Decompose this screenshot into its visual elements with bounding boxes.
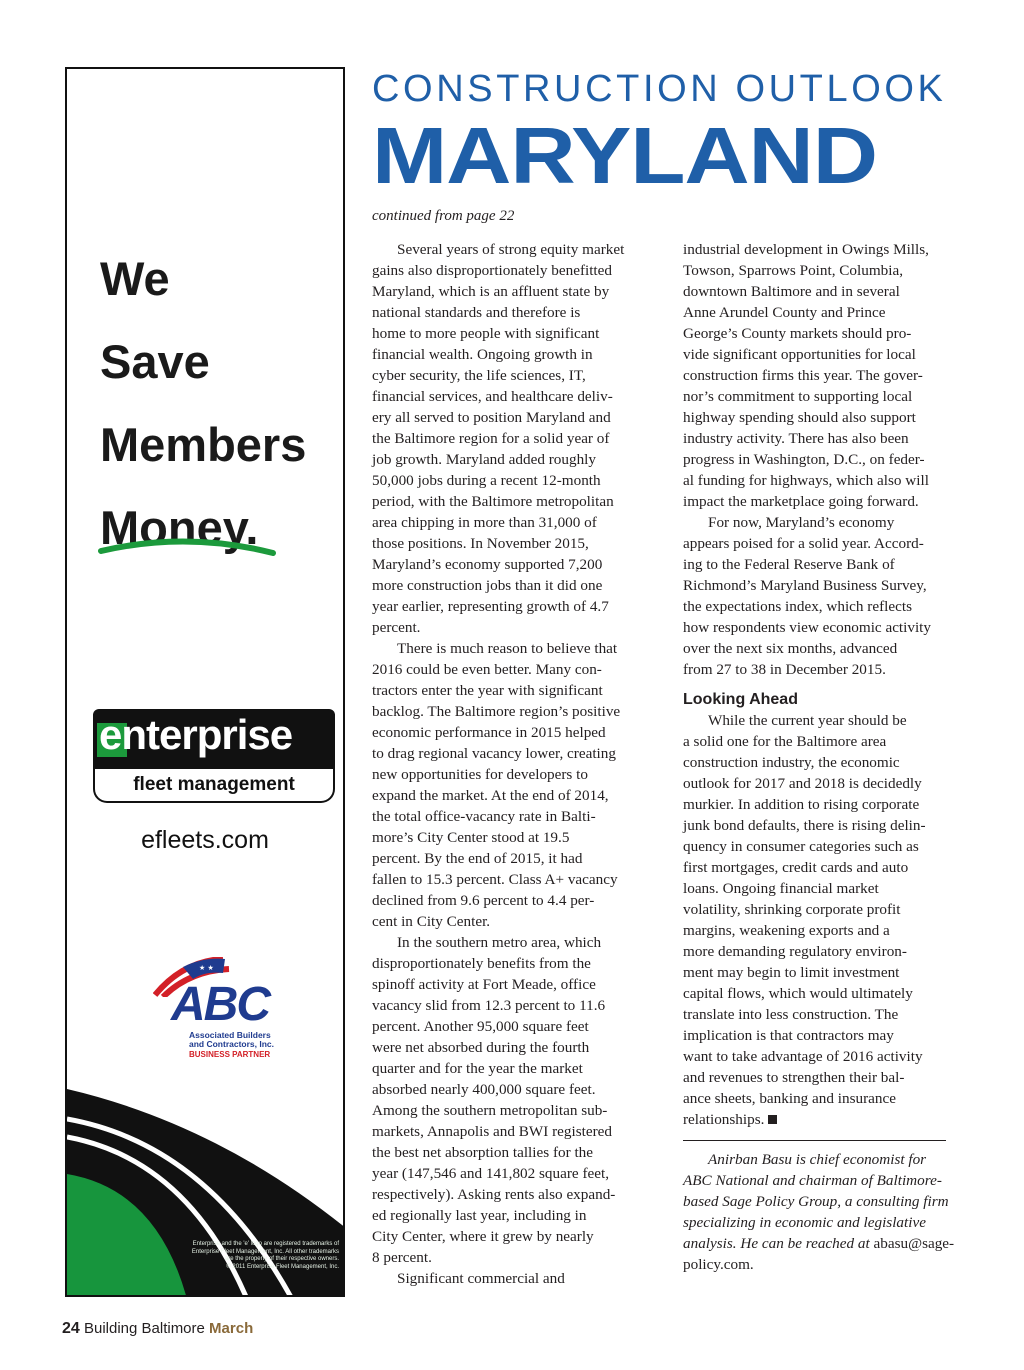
section-kicker: CONSTRUCTION OUTLOOK: [372, 68, 947, 110]
trademark-fine-print: [169, 1241, 339, 1271]
body-line: Towson, Sparrows Point, Columbia,: [683, 262, 904, 279]
body-line: ery all served to position Maryland and: [372, 409, 611, 426]
body-line: cyber security, the life sciences, IT,: [372, 367, 586, 384]
abc-letters: ABC: [171, 978, 269, 1031]
body-line: more construction jobs than it did one: [372, 577, 603, 594]
body-line: those positions. In November 2015,: [372, 535, 589, 552]
body-line: from 27 to 38 in December 2015.: [683, 661, 886, 678]
body-line: home to more people with significant: [372, 325, 600, 342]
body-line: more demanding regulatory environ-: [683, 943, 907, 960]
fleet-management-label: fleet management: [93, 769, 335, 803]
body-line: tractors enter the year with significant: [372, 682, 603, 699]
body-line: the Baltimore region for a solid year of: [372, 430, 610, 447]
body-line: declined from 9.6 percent to 4.4 per-: [372, 892, 595, 909]
ad-slogan: [100, 237, 306, 569]
body-line: job growth. Maryland added roughly: [372, 451, 596, 468]
body-line: Maryland’s economy supported 7,200: [372, 556, 603, 573]
body-line: respectively). Asking rents also expand-: [372, 1186, 616, 1203]
body-line: ment may begin to limit investment: [683, 964, 900, 981]
body-line: ing to the Federal Reserve Bank of: [683, 556, 895, 573]
continued-from-note: continued from page 22: [372, 208, 515, 224]
issue-month: March: [209, 1320, 254, 1337]
body-line: more’s City Center stood at 19.5: [372, 829, 570, 846]
body-line: were net absorbed during the fourth: [372, 1039, 590, 1056]
body-line: 8 percent.: [372, 1249, 432, 1266]
body-line: In the southern metro area, which: [397, 934, 602, 951]
body-line: over the next six months, advanced: [683, 640, 898, 657]
body-line: the total office-vacancy rate in Balti-: [372, 808, 596, 825]
body-line: nor’s commitment to supporting local: [683, 388, 913, 405]
body-line: year (147,546 and 141,802 square feet,: [372, 1165, 610, 1182]
body-line: Richmond’s Maryland Business Survey,: [683, 577, 927, 594]
body-line: While the current year should be: [708, 712, 907, 729]
body-line: impact the marketplace going forward.: [683, 493, 919, 510]
body-line: and revenues to strengthen their bal-: [683, 1069, 905, 1086]
body-line: period, with the Baltimore metropolitan: [372, 493, 614, 510]
page-folio: [62, 1320, 253, 1338]
body-line: national standards and therefore is: [372, 304, 581, 321]
fine-print-line: are the property of their respective owners.: [224, 1256, 339, 1262]
publication-name: Building Baltimore: [83, 1320, 205, 1337]
body-line: quency in consumer categories such as: [683, 838, 919, 855]
body-line: vacancy slid from 12.3 percent to 11.6: [372, 997, 606, 1014]
body-line: to drag regional vacancy lower, creating: [372, 745, 616, 762]
body-line: City Center, where it grew by nearly: [372, 1228, 594, 1245]
body-line: financial wealth. Ongoing growth in: [372, 346, 593, 363]
body-line: Anne Arundel County and Prince: [683, 304, 886, 321]
body-line: Significant commercial and: [397, 1270, 565, 1287]
body-line: year earlier, representing growth of 4.7: [372, 598, 609, 615]
efleets-url[interactable]: efleets.com: [141, 826, 269, 854]
bio-divider: [683, 1140, 946, 1141]
body-line: downtown Baltimore and in several: [683, 283, 900, 300]
subhead-looking-ahead: Looking Ahead: [683, 691, 798, 708]
body-line: 2016 could be even better. Many con-: [372, 661, 602, 678]
svg-text:★ ★: ★ ★: [199, 964, 214, 972]
ad-slogan-line: Money.: [100, 501, 259, 554]
body-line: first mortgages, credit cards and auto: [683, 859, 909, 876]
body-line: how respondents view economic activity: [683, 619, 931, 636]
fine-print-line: © 2011 Enterprise Fleet Management, Inc.: [226, 1263, 339, 1270]
body-line: gains also disproportionately benefitted: [372, 262, 612, 279]
body-line: George’s County markets should pro-: [683, 325, 912, 342]
body-line: implication is that contractors may: [683, 1027, 894, 1044]
body-line: murkier. In addition to rising corporate: [683, 796, 920, 813]
body-line: cent in City Center.: [372, 913, 491, 930]
body-line: loans. Ongoing financial market: [683, 880, 879, 897]
body-line: junk bond defaults, there is rising delin-: [683, 817, 926, 834]
bio-line: ABC National and chairman of Baltimore-: [683, 1172, 942, 1189]
body-line: economic performance in 2015 helped: [372, 724, 606, 741]
article-column-1: [372, 239, 662, 1289]
body-line: percent. Another 95,000 square feet: [372, 1018, 589, 1035]
body-line: expand the market. At the end of 2014,: [372, 787, 609, 804]
body-line: area chipping in more than 31,000 of: [372, 514, 597, 531]
business-partner-label: BUSINESS PARTNER: [189, 1050, 271, 1059]
end-mark-icon: [768, 1115, 777, 1124]
body-line: construction industry, the economic: [683, 754, 900, 771]
body-line: Several years of strong equity market: [397, 241, 625, 258]
body-line: Maryland, which is an affluent state by: [372, 283, 610, 300]
ad-slogan-line: Members: [100, 418, 307, 471]
end-line: [683, 1109, 973, 1130]
article-column-2: [683, 239, 973, 1275]
body-line: ed regionally last year, including in: [372, 1207, 587, 1224]
body-line: the expectations index, which reflects: [683, 598, 912, 615]
body-line: construction firms this year. The gover-: [683, 367, 923, 384]
body-line: financial services, and healthcare deliv-: [372, 388, 613, 405]
body-line: Among the southern metropolitan sub-: [372, 1102, 608, 1119]
body-line: highway spending should also support: [683, 409, 916, 426]
author-email-link-cont[interactable]: policy.com.: [683, 1256, 754, 1273]
ad-slogan-line: We: [100, 252, 170, 305]
bio-line: Anirban Basu is chief economist for: [708, 1151, 927, 1168]
body-line: a solid one for the Baltimore area: [683, 733, 887, 750]
body-line: ance sheets, banking and insurance: [683, 1090, 896, 1107]
body-line: backlog. The Baltimore region’s positive: [372, 703, 621, 720]
body-line: industry activity. There has also been: [683, 430, 909, 447]
page-headline: MARYLAND: [372, 111, 877, 200]
body-line: fallen to 15.3 percent. Class A+ vacancy: [372, 871, 618, 888]
body-line: percent.: [372, 619, 421, 636]
body-line: absorbed nearly 400,000 square feet.: [372, 1081, 596, 1098]
body-line: quarter and for the year the market: [372, 1060, 583, 1077]
author-email-link[interactable]: abasu@sage-: [873, 1235, 955, 1252]
bio-line: specializing in economic and legislative: [683, 1214, 926, 1231]
page-number: 24: [62, 1320, 80, 1337]
body-line: vide significant opportunities for local: [683, 346, 916, 363]
body-line: progress in Washington, D.C., on feder-: [683, 451, 925, 468]
body-line: the best net absorption tallies for the: [372, 1144, 594, 1161]
body-line: For now, Maryland’s economy: [708, 514, 895, 531]
ad-slogan-line: Save: [100, 335, 210, 388]
body-line: want to take advantage of 2016 activity: [683, 1048, 923, 1065]
body-line: industrial development in Owings Mills,: [683, 241, 929, 258]
enterprise-wordmark-bar: [93, 709, 335, 769]
enterprise-advertisement: [65, 67, 345, 1297]
fine-print-line: Enterprise Fleet Management, Inc. All other trademarks: [191, 1248, 339, 1255]
bio-line: based Sage Policy Group, a consulting firm: [683, 1193, 949, 1210]
body-line: markets, Annapolis and BWI registered: [372, 1123, 612, 1140]
body-line: spinoff activity at Fort Meade, office: [372, 976, 596, 993]
body-line: appears poised for a solid year. Accord-: [683, 535, 924, 552]
enterprise-wordmark: enterprise: [99, 711, 293, 758]
body-line: There is much reason to believe that: [397, 640, 618, 657]
body-line: new opportunities for developers to: [372, 766, 588, 783]
abc-name-line: Associated Builders: [189, 1030, 271, 1040]
bio-text: analysis. He can be reached at: [683, 1235, 874, 1252]
body-line: 50,000 jobs during a recent 12-month: [372, 472, 601, 489]
body-line: volatility, shrinking corporate profit: [683, 901, 901, 918]
body-line: percent. By the end of 2015, it had: [372, 850, 583, 867]
bio-line: [683, 1233, 973, 1254]
body-line: disproportionately benefits from the: [372, 955, 591, 972]
body-line-text: relationships.: [683, 1111, 765, 1128]
green-swoosh-underline: [97, 531, 277, 561]
enterprise-logo: [93, 709, 335, 803]
body-line: capital flows, which would ultimately: [683, 985, 913, 1002]
body-line: translate into less construction. The: [683, 1006, 899, 1023]
abc-name: [189, 1031, 274, 1049]
author-bio: [683, 1149, 973, 1275]
body-line: al funding for highways, which also will: [683, 472, 929, 489]
body-line: outlook for 2017 and 2018 is decidedly: [683, 775, 922, 792]
body-line: margins, weakening exports and a: [683, 922, 890, 939]
abc-name-line: and Contractors, Inc.: [189, 1039, 275, 1049]
fine-print-line: Enterprise and the 'e' logo are registered trademarks of: [192, 1241, 339, 1247]
